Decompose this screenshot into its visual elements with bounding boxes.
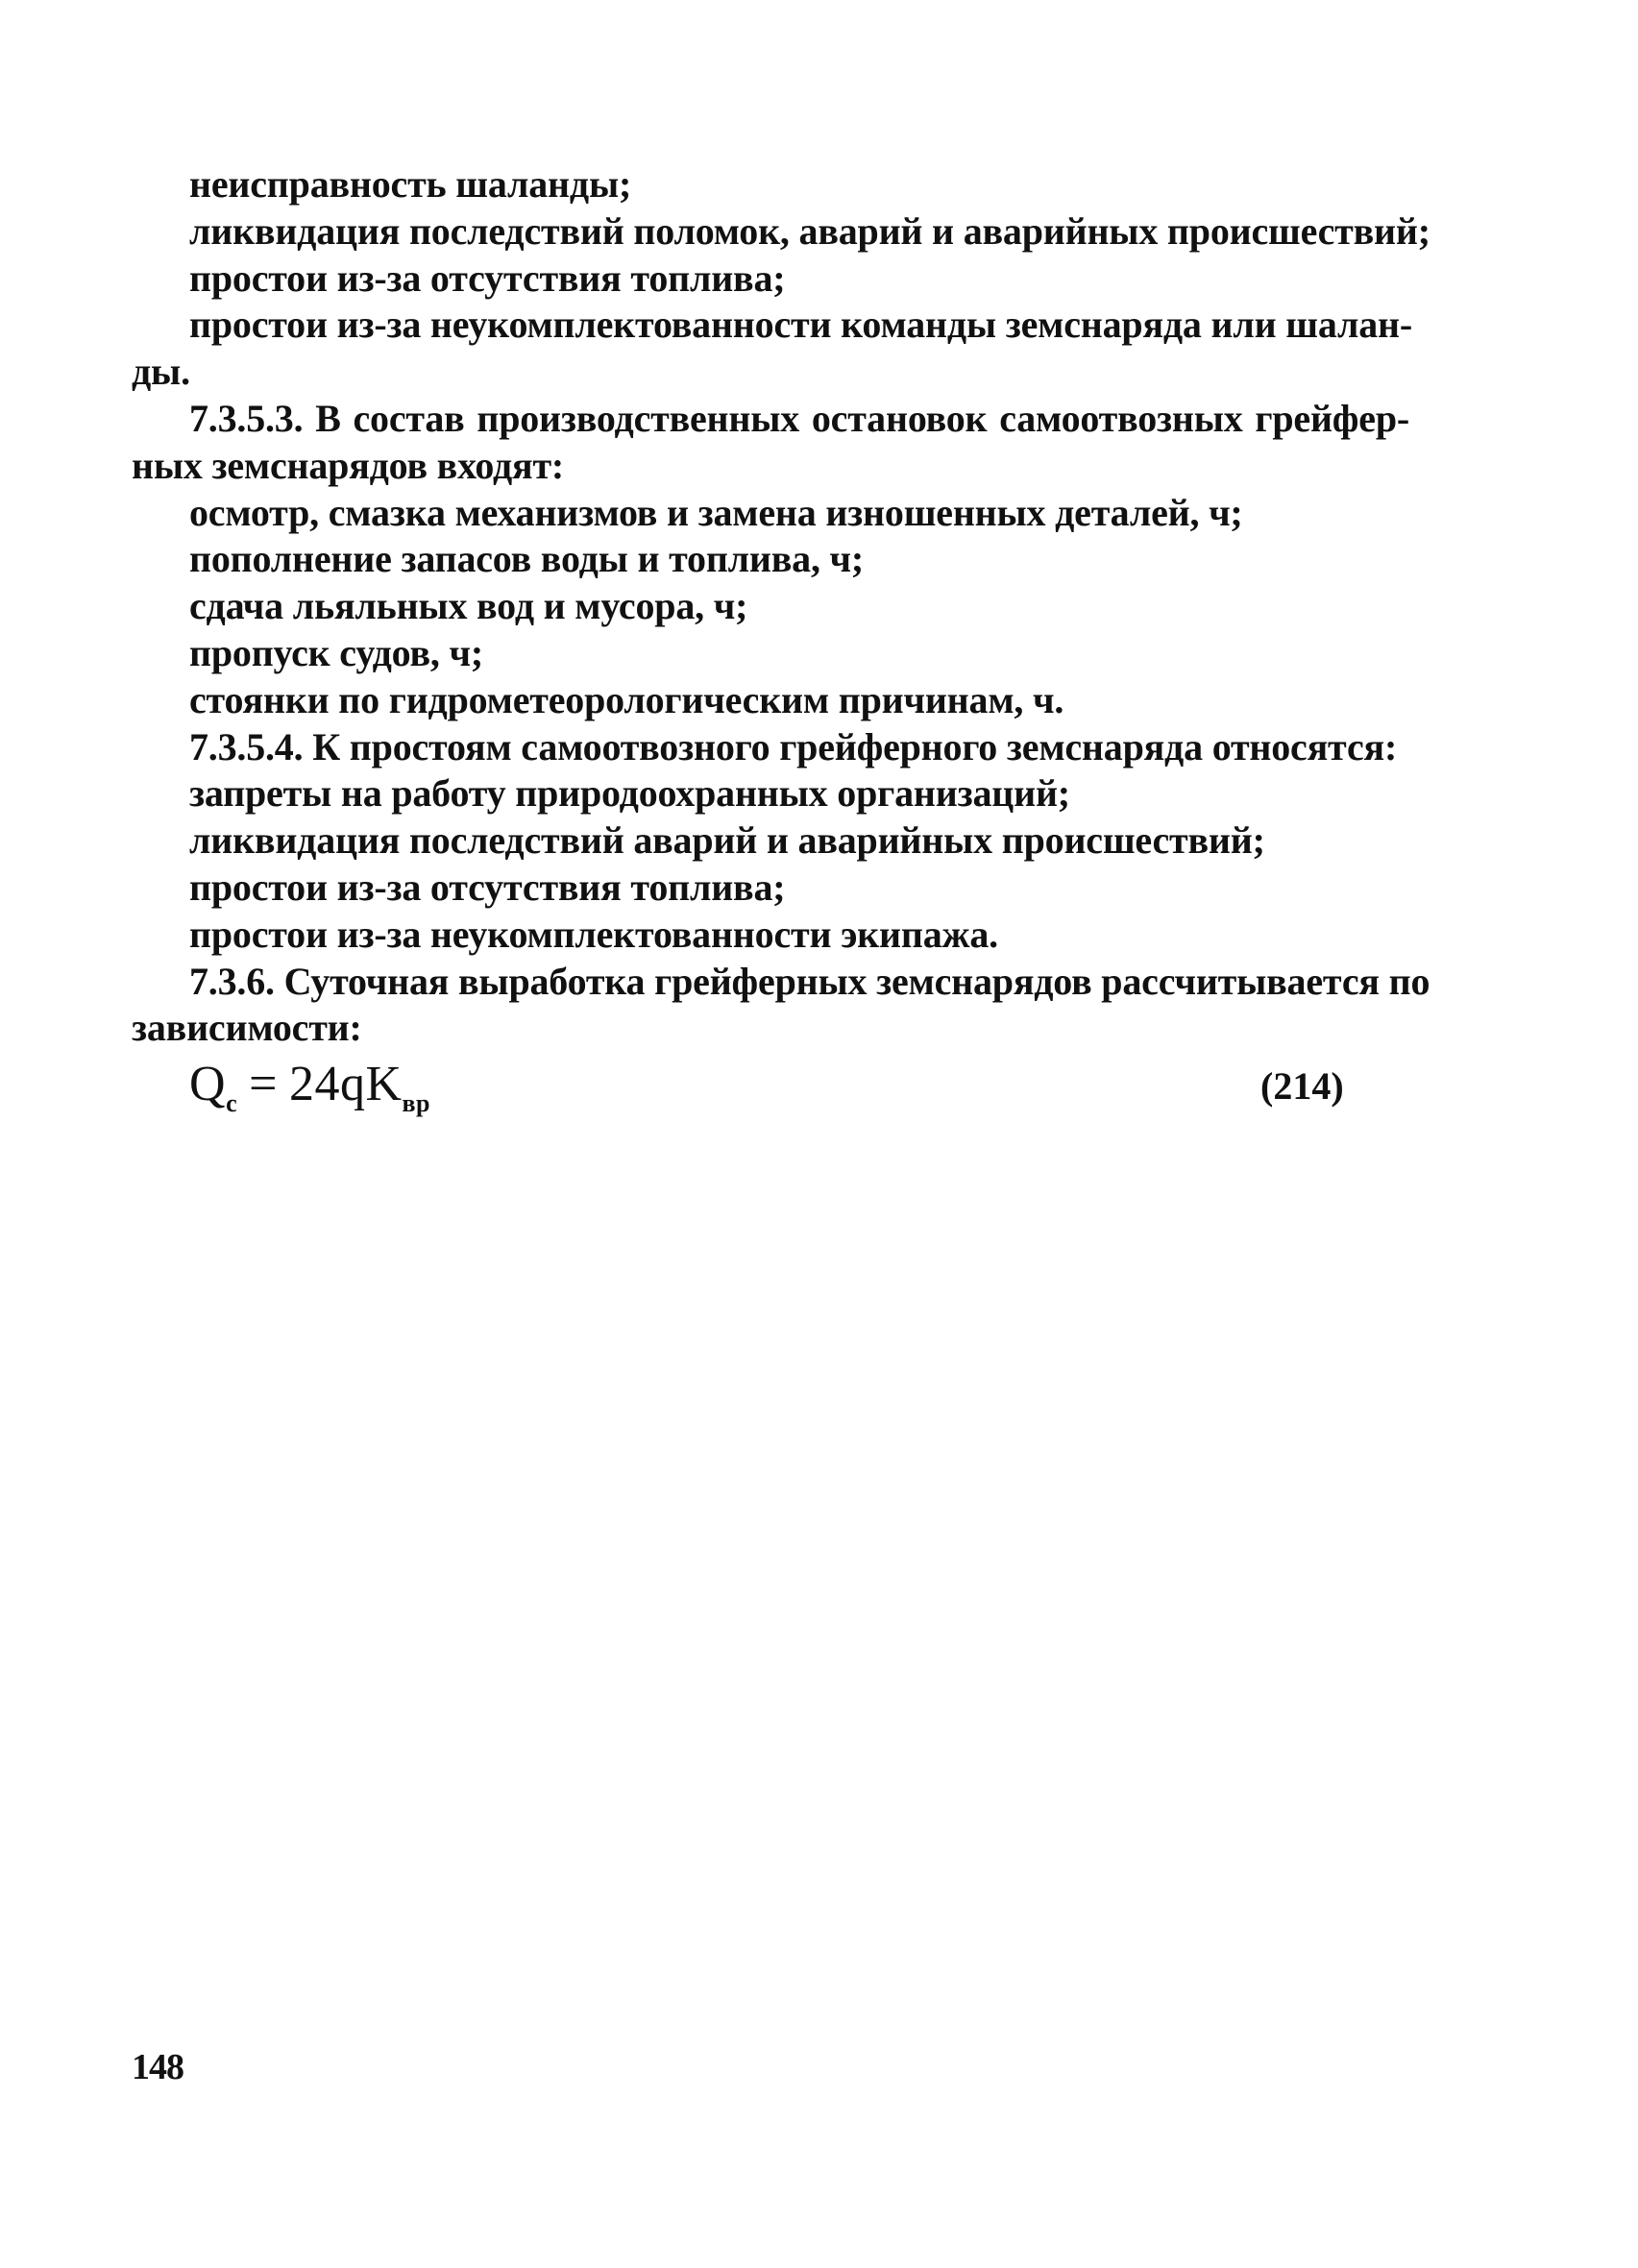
formula-row [132,1056,1409,1133]
text-line: простои из-за отсутствия топлива; [189,256,786,300]
text-line: ных земснарядов входят: [132,443,565,487]
text-line: ды. [132,350,190,394]
text-line: пополнение запасов воды и топлива, ч; [189,537,865,581]
text-line: 7.3.5.3. В состав производственных остановок самоотвозных грейфер- [189,396,1409,440]
formula [189,1056,430,1118]
formula-rhs-subscript: вр [402,1089,431,1118]
text-line: сдача льяльных вод и мусора, ч; [189,584,748,628]
text-line: пропуск судов, ч; [189,630,483,674]
text-line: запреты на работу природоохранных организаций; [189,771,1070,816]
text-line: ликвидация последствий аварий и аварийных происшествий; [189,818,1265,863]
text-line: простои из-за неукомплектованности команды земснаряда или шалан- [189,303,1413,347]
text-line: простои из-за неукомплектованности экипажа. [189,912,998,956]
page-number: 148 [132,2047,183,2087]
text-line: ликвидация последствий поломок, аварий и аварийных происшествий; [189,208,1430,253]
formula-equals: = [249,1057,278,1112]
text-line: 7.3.5.4. К простоям самоотвозного грейферного земснаряда относятся: [189,724,1398,768]
formula-lhs: Q [189,1057,227,1112]
formula-lhs-subscript: c [226,1089,238,1118]
body-text [132,161,1430,1133]
text-line: 7.3.6. Суточная выработка грейферных земснарядов рассчитывается по [189,959,1430,1003]
text-line: простои из-за отсутствия топлива; [189,865,786,909]
text-line: неисправность шаланды; [189,162,632,206]
formula-rhs: 24qK [288,1057,403,1112]
text-line: зависимости: [132,1006,362,1050]
text-line: стоянки по гидрометеорологическим причинам, ч. [189,677,1064,721]
formula-number: (214) [1260,1064,1344,1109]
text-line: осмотр, смазка механизмов и замена изношенных деталей, ч; [189,490,1243,534]
